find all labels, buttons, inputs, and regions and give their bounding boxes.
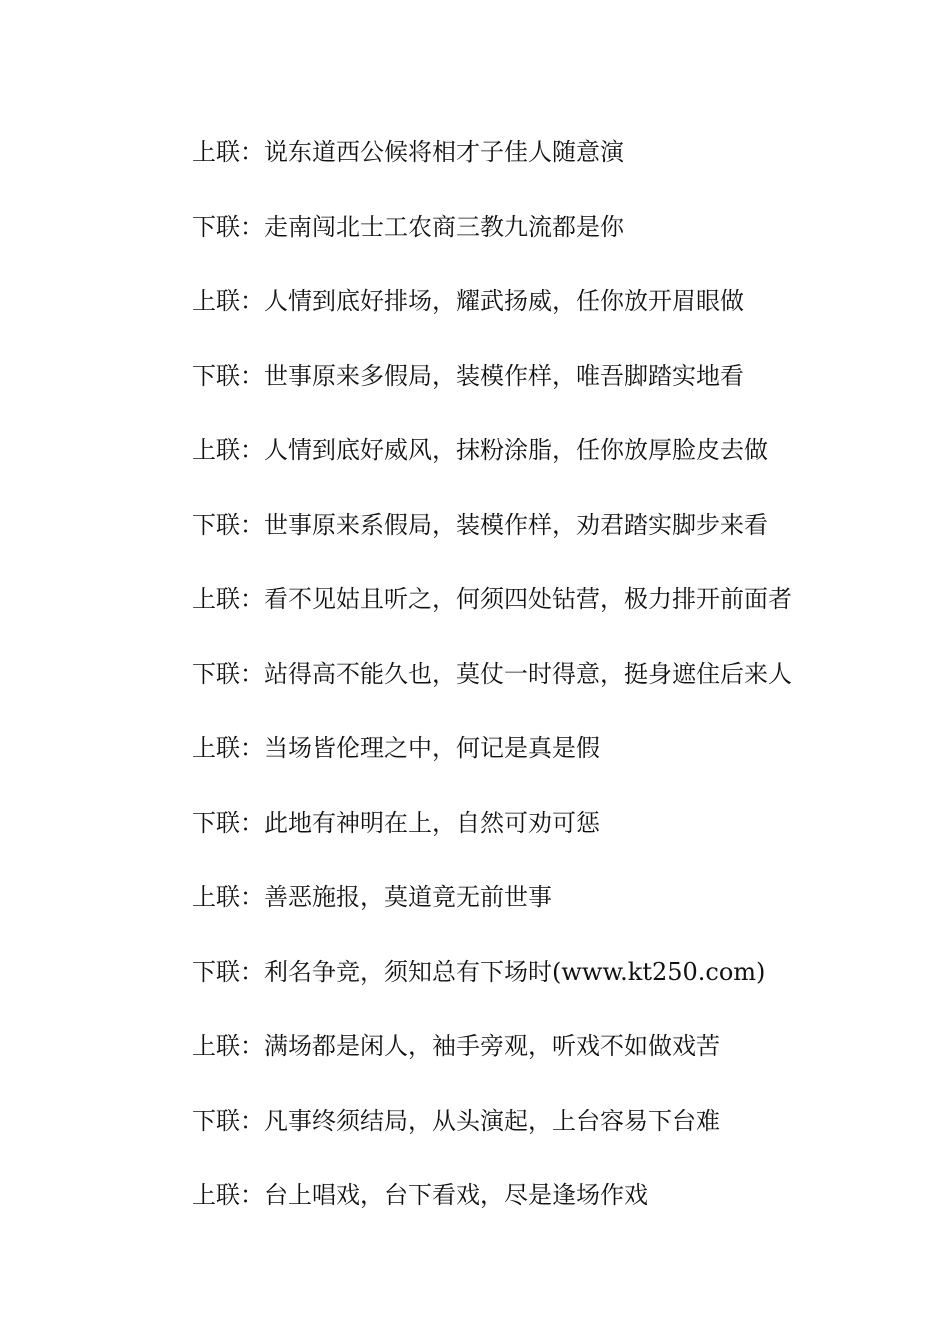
couplet-line: 上联：人情到底好威风，抹粉涂脂，任你放厚脸皮去做 <box>192 436 768 464</box>
couplet-line: 上联：说东道西公候将相才子佳人随意演 <box>192 138 624 166</box>
couplet-list <box>192 132 892 1250</box>
couplet-line: 下联：利名争竞，须知总有下场时(www.kt250.com) <box>192 957 766 986</box>
couplet-line: 下联：走南闯北士工农商三教九流都是你 <box>192 212 624 241</box>
couplet-line: 下联：世事原来多假局，装模作样，唯吾脚踏实地看 <box>192 361 744 390</box>
couplet-line: 下联：站得高不能久也，莫仗一时得意，挺身遮住后来人 <box>192 659 792 688</box>
couplet-line: 下联：世事原来系假局，装模作样，劝君踏实脚步来看 <box>192 510 768 539</box>
couplet-line: 上联：善恶施报，莫道竟无前世事 <box>192 883 552 911</box>
couplet-line: 上联：满场都是闲人，袖手旁观，听戏不如做戏苦 <box>192 1032 720 1060</box>
couplet-line: 上联：看不见姑且听之，何须四处钻营，极力排开前面者 <box>192 585 792 613</box>
couplet-line: 上联：当场皆伦理之中，何记是真是假 <box>192 734 600 762</box>
couplet-line: 上联：人情到底好排场，耀武扬威，任你放开眉眼做 <box>192 287 744 315</box>
couplet-line: 下联：凡事终须结局，从头演起，上台容易下台难 <box>192 1106 720 1135</box>
couplet-line: 上联：台上唱戏，台下看戏，尽是逢场作戏 <box>192 1181 648 1209</box>
couplet-line: 下联：此地有神明在上，自然可劝可惩 <box>192 808 600 837</box>
